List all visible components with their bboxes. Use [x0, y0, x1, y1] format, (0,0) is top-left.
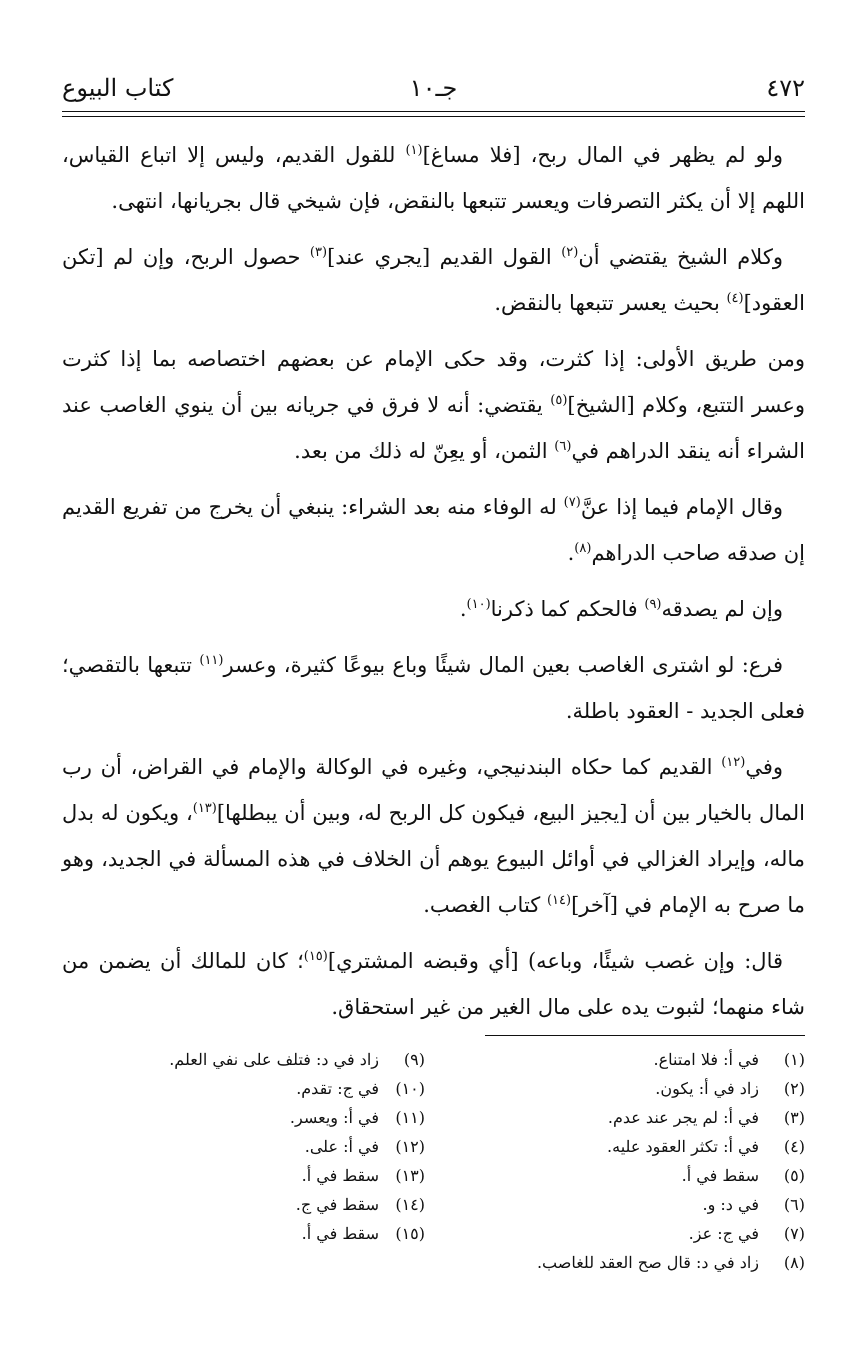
footnote-text: في أ: ويعسر. [289, 1108, 379, 1127]
footnotes-column-right [445, 1045, 805, 1277]
paragraph [62, 938, 805, 1030]
footnote-text: سقط في أ. [301, 1166, 379, 1185]
footnote-ref[interactable]: (٣) [309, 245, 328, 260]
book-title: كتاب البيوع [62, 74, 174, 102]
footnote-text: زاد في د: قال صح العقد للغاصب. [536, 1253, 759, 1272]
footnote-item [445, 1074, 805, 1103]
footnote-number: (٦) [783, 1195, 805, 1214]
text-run: له الوفاء منه بعد الشراء: ينبغي أن يخرج من تفريع القديم إن صدقه صاحب الدراهم [62, 495, 805, 565]
running-header [62, 68, 805, 112]
footnote-number: (١) [783, 1050, 805, 1069]
header-rule-thick [62, 111, 805, 112]
volume-number: جـ١٠ [409, 74, 458, 102]
footnote-ref[interactable]: (٨) [574, 541, 592, 556]
footnote-item [445, 1219, 805, 1248]
footnote-ref[interactable]: (١٠) [466, 597, 491, 612]
footnote-ref[interactable]: (١٤) [546, 893, 572, 908]
footnote-text: في ج: تقدم. [296, 1079, 379, 1098]
footnote-ref[interactable]: (٢) [561, 245, 579, 260]
page-number: ٤٧٢ [766, 74, 805, 102]
footnote-item [65, 1190, 425, 1219]
footnote-item [65, 1161, 425, 1190]
text-run: للقول القديم، وليس إلا اتباع القياس، اللهم إلا أن يكثر التصرفات ويعسر تتبعها بالنقض، فإن شيخي قال بجريانها، انتهى. [62, 143, 805, 213]
footnote-ref[interactable]: (١٣) [192, 801, 217, 816]
footnote-number: (٨) [783, 1253, 805, 1272]
paragraph [62, 586, 805, 632]
footnote-number: (١٠) [395, 1079, 425, 1098]
footnote-text: في أ: على. [304, 1137, 379, 1156]
text-run: فالحكم كما ذكرنا [490, 597, 645, 621]
text-run: قال: وإن غصب شيئًا، وباعه) [أي وقبضه المشتري] [327, 949, 784, 973]
footnote-item [65, 1045, 425, 1074]
footnote-text: في د: و. [702, 1195, 759, 1214]
footnote-item [65, 1103, 425, 1132]
footnote-number: (٢) [783, 1079, 805, 1098]
footnote-text: زاد في د: فتلف على نفي العلم. [169, 1050, 379, 1069]
paragraph [62, 132, 805, 224]
text-run: وإن لم يصدقه [661, 597, 783, 621]
paragraph [62, 336, 805, 474]
footnote-text: في أ: لم يجر عند عدم. [607, 1108, 759, 1127]
paragraph [62, 484, 805, 576]
footnote-item [65, 1074, 425, 1103]
text-run: ولو لم يظهر في المال ربح، [فلا مساغ] [422, 143, 783, 167]
footnote-number: (١٤) [395, 1195, 425, 1214]
footnote-ref[interactable]: (٤) [726, 291, 744, 306]
footnote-separator [485, 1035, 805, 1036]
footnote-item [445, 1103, 805, 1132]
footnote-number: (١٣) [395, 1166, 425, 1185]
footnote-number: (١٥) [395, 1224, 425, 1243]
footnote-item [445, 1132, 805, 1161]
footnote-text: زاد في أ: يكون. [655, 1079, 759, 1098]
footnote-ref[interactable]: (١٥) [303, 949, 328, 964]
footnote-item [445, 1248, 805, 1277]
text-run: ؛ كان للمالك أن يضمن من شاء منهما؛ لثبوت يده على مال الغير من غير استحقاق. [62, 949, 805, 1019]
footnote-ref[interactable]: (١٢) [721, 755, 746, 770]
main-text [62, 132, 805, 1040]
footnote-number: (٩) [403, 1050, 425, 1069]
footnote-text: سقط في أ. [681, 1166, 759, 1185]
text-run: وقال الإمام فيما إذا عنَّ [580, 495, 784, 519]
text-run: القول القديم [يجري عند] [327, 245, 562, 269]
text-run: كتاب الغصب. [423, 893, 547, 917]
footnote-text: في أ: تكثر العقود عليه. [607, 1137, 759, 1156]
footnote-ref[interactable]: (١١) [199, 653, 224, 668]
footnote-ref[interactable]: (٥) [550, 393, 568, 408]
footnote-ref[interactable]: (٦) [554, 439, 572, 454]
text-run: الثمن، أو يعِنّ له ذلك من بعد. [294, 439, 555, 463]
footnote-item [65, 1219, 425, 1248]
text-run: تتبعها بالتقصي؛ فعلى الجديد - العقود باطلة. [62, 653, 805, 723]
paragraph [62, 744, 805, 928]
footnote-text: في ج: عز. [688, 1224, 759, 1243]
header-rule-thin [62, 116, 805, 117]
text-run: بحيث يعسر تتبعها بالنقض. [494, 291, 727, 315]
footnote-item [445, 1161, 805, 1190]
footnotes-column-left [65, 1045, 425, 1248]
paragraph [62, 234, 805, 326]
footnote-item [445, 1045, 805, 1074]
text-run: . [459, 597, 467, 621]
text-run: ومن طريق الأولى: إذا كثرت، وقد حكى الإمام عن بعضهم اختصاصه بما إذا كثرت وعسر التتبع، وكلام [الشيخ] [62, 347, 805, 417]
footnote-item [445, 1190, 805, 1219]
footnote-number: (١١) [395, 1108, 425, 1127]
footnote-item [65, 1132, 425, 1161]
text-run: يقتضي: أنه لا فرق في جريانه بين أن ينوي الغاصب عند الشراء أنه ينقد الدراهم في [62, 393, 805, 463]
footnote-text: سقط في أ. [301, 1224, 379, 1243]
footnote-text: سقط في ج. [295, 1195, 379, 1214]
text-run: وكلام الشيخ يقتضي أن [578, 245, 783, 269]
footnote-number: (٥) [783, 1166, 805, 1185]
footnote-ref[interactable]: (٩) [644, 597, 662, 612]
text-run: . [567, 541, 575, 565]
footnote-number: (٤) [783, 1137, 805, 1156]
text-run: حصول الربح، وإن لم [تكن العقود] [62, 245, 805, 315]
footnote-ref[interactable]: (١) [405, 143, 423, 158]
text-run: فرع: لو اشترى الغاصب بعين المال شيئًا وباع بيوعًا كثيرة، وعسر [223, 653, 784, 677]
footnote-number: (٣) [783, 1108, 805, 1127]
paragraph [62, 642, 805, 734]
footnote-text: في أ: فلا امتناع. [653, 1050, 759, 1069]
footnote-ref[interactable]: (٧) [563, 495, 581, 510]
text-run: ، ويكون له بدل ماله، وإيراد الغزالي في أوائل البيوع يوهم أن الخلاف في هذه المسألة في الجديد، وهو ما صرح به الإمام في [آخر] [62, 801, 805, 917]
footnote-number: (١٢) [395, 1137, 425, 1156]
text-run: وفي [745, 755, 783, 779]
text-run: القديم كما حكاه البندنيجي، وغيره في الوكالة والإمام في القراض، أن رب المال بالخيار بين أن [يجيز البيع، فيكون كل الربح له، وبين أن يبطلها] [62, 755, 805, 825]
footnote-number: (٧) [783, 1224, 805, 1243]
